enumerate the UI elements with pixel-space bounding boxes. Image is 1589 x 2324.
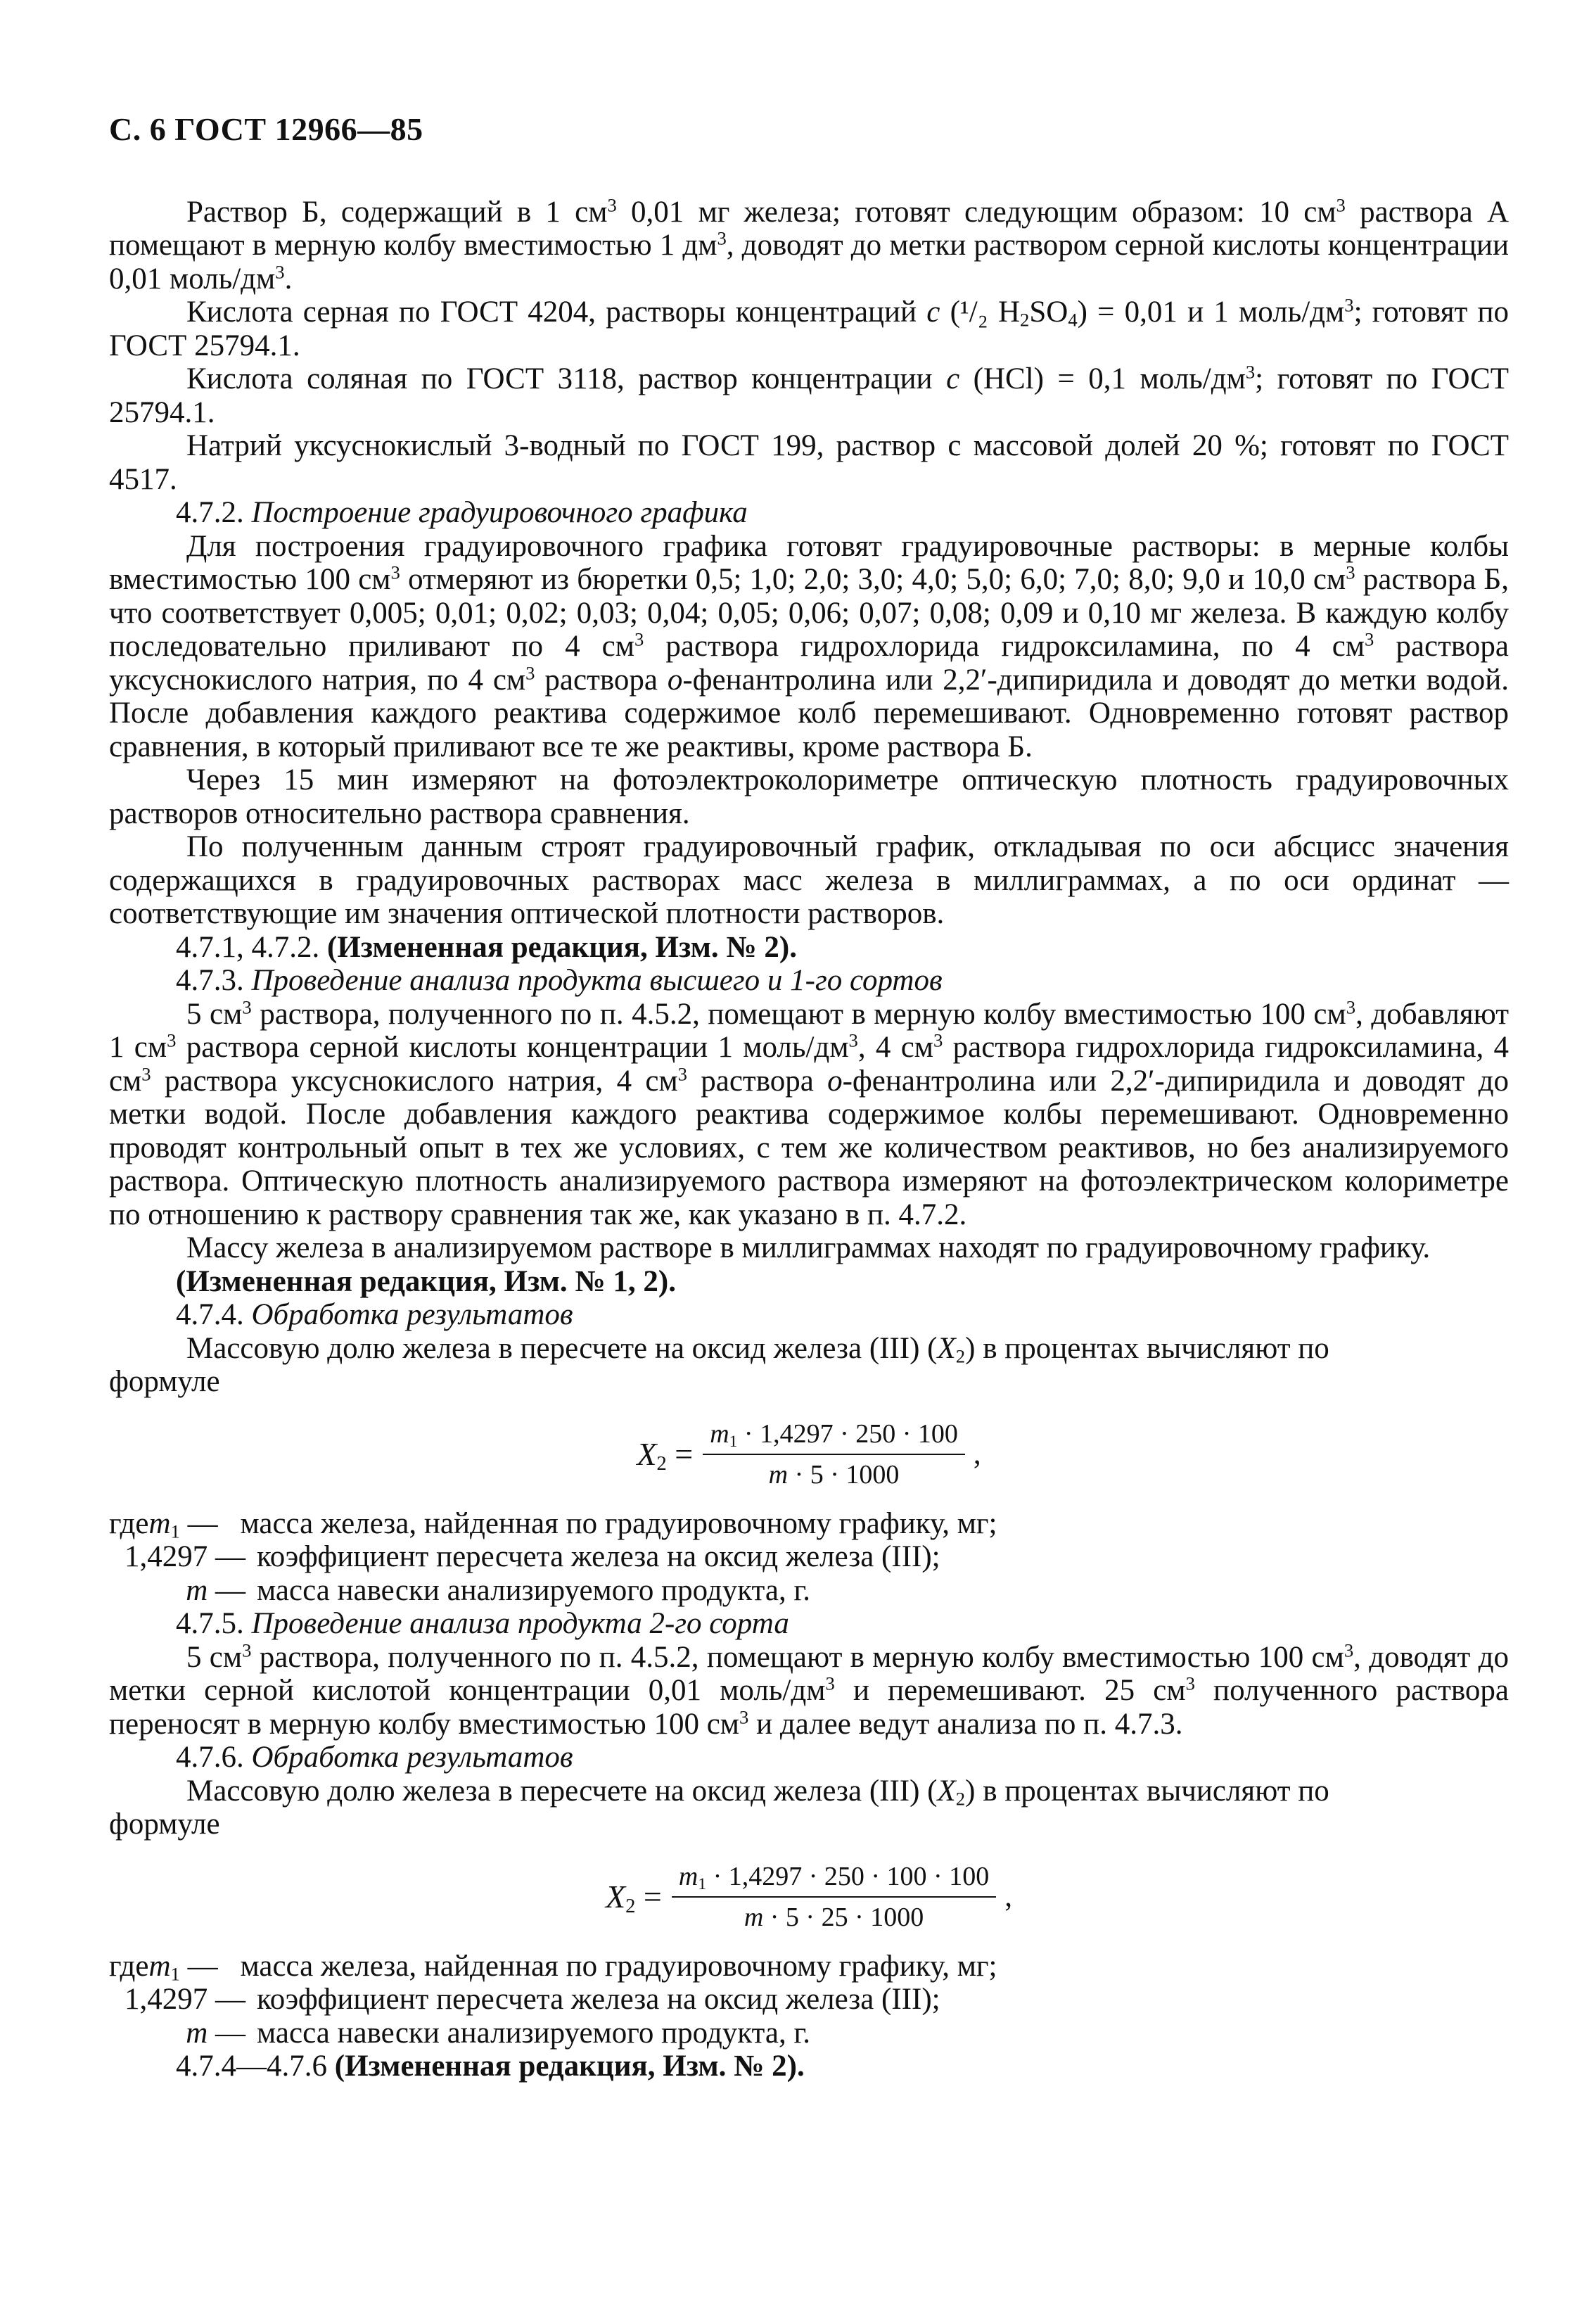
amendment-note-1: 4.7.1, 4.7.2. (Измененная редакция, Изм. № 2). xyxy=(176,930,797,964)
formula-1-lhs: $X_2$ = xyxy=(637,1435,694,1475)
document-page xyxy=(109,113,1509,2083)
definition-coefficient xyxy=(109,1983,1509,2017)
definition-m xyxy=(109,2017,1509,2050)
page-header: С. 6 ГОСТ 12966—85 xyxy=(109,111,423,147)
section-heading-4-7-2: 4.7.2. Построение градуировочного графика xyxy=(176,496,748,529)
formula-2-fraction xyxy=(672,1860,996,1934)
formula-1-denominator: m · 5 · 1000 xyxy=(768,1459,900,1490)
paragraph-calibration-prep: Для построения градуировочного графика готовят градуировочные растворы: в мерные колбы вместимостью 100 $см^3$ отмеряют из бюретки 0,5; 1,0; 2,0; 3,0; 4,0; 5,0; 6,0; 7,0; 8,0; 9,0 и 10,0 $см^3$ раствора Б, что соответствует 0,005; 0,01; 0,02; 0,03; 0,04; 0,05; 0,06; 0,07; 0,08; 0,09 и 0,10 мг железа. В каждую колбу последовательно приливают по 4 $см^3$ раствора гидрохлорида гидроксиламина, по 4 $см^3$ раствора уксуснокислого натрия, по 4 $см^3$ раствора о-фенантролина или 2,2′-дипиридила и доводят до метки водой. После добавления каждого реактива содержимое колб перемешивают. Одновременно готовят раствор сравнения, в который приливают все те же реактивы, кроме раствора Б. xyxy=(109,529,1509,763)
paragraph-mass-fraction-2: Массовую долю железа в пересчете на оксид железа (III) $(X_2)$ в процентах вычисляют по xyxy=(186,1774,1329,1810)
definition-symbol: m — xyxy=(186,2016,245,2050)
formula-1 xyxy=(109,1417,1509,1492)
definition-symbol: $m_1$ — xyxy=(148,1506,218,1542)
definition-m1 xyxy=(109,1950,1509,1983)
formula-1-comma: , xyxy=(973,1437,981,1471)
formula-2-lhs: $X_2$ = xyxy=(606,1878,662,1917)
definitions-1 xyxy=(109,1507,1509,1608)
definition-text: масса навески анализируемого продукта, г. xyxy=(257,2016,810,2050)
paragraph-analysis-second-grade: 5 $см^3$ раствора, полученного по п. 4.5.2, помещают в мерную колбу вместимостью 100 $см^3$, доводят до метки серной кислотой концентрации 0,01 моль/$дм^3$ и перемешивают. 25 $см^3$ полученного раствора переносят в мерную колбу вместимостью 100 $см^3$ и далее ведут анализа по п. 4.7.3. xyxy=(109,1639,1510,1741)
paragraph-sulfuric-acid: Кислота серная по ГОСТ 4204, растворы концентраций c (¹/₂ $H_2SO_4) = 0,01$ и 1 моль/$дм^3$; готовят по ГОСТ 25794.1. xyxy=(109,294,1509,362)
paragraph-analysis-high-grade: 5 $см^3$ раствора, полученного по п. 4.5.2, помещают в мерную колбу вместимостью 100 $см^3$, добавляют 1 $см^3$ раствора серной кислоты концентрации 1 моль/$дм^3$, 4 $см^3$ раствора гидрохлорида гидроксиламина, 4 $см^3$ раствора уксуснокислого натрия, 4 $см^3$ раствора о-фенантролина или 2,2′-дипиридила и доводят до метки водой. После добавления каждого реактива содержимое колбы перемешивают. Одновременно проводят контрольный опыт в тех же условиях, с тем же количеством реактивов, но без анализируемого раствора. Оптическую плотность анализируемого раствора измеряют на фотоэлектрическом колориметре по отношению к раствору сравнения так же, как указано в п. 4.7.2. xyxy=(109,996,1510,1231)
section-heading-4-7-5: 4.7.5. Проведение анализа продукта 2-го сорта xyxy=(176,1607,789,1640)
definition-symbol: 1,4297 — xyxy=(125,1540,245,1573)
definition-text: масса железа, найденная по градуировочному графику, мг; xyxy=(240,1949,997,1983)
paragraph-mass-fraction-1: Массовую долю железа в пересчете на оксид железа (III) $(X_2)$ в процентах вычисляют по xyxy=(186,1331,1329,1367)
amendment-note-2: (Измененная редакция, Изм. № 1, 2). xyxy=(176,1264,676,1298)
definition-coefficient xyxy=(109,1540,1509,1574)
section-heading-4-7-4: 4.7.4. Обработка результатов xyxy=(176,1298,573,1331)
definition-symbol: m — xyxy=(186,1573,245,1607)
formula-word-2: формуле xyxy=(109,1808,220,1841)
definition-m1 xyxy=(109,1507,1509,1541)
definition-text: масса навески анализируемого продукта, г. xyxy=(257,1573,810,1607)
paragraph-calibration-measure: Через 15 мин измеряют на фотоэлектроколориметре оптическую плотность градуировочных растворов относительно раствора сравнения. xyxy=(109,763,1509,830)
paragraph-solution-b: Раствор Б, содержащий в 1 $см^3$ 0,01 мг железа; готовят следующим образом: 10 $см^3$ раствора А помещают в мерную колбу вместимостью 1 $дм^3$, доводят до метки раствором серной кислоты концентрации 0,01 моль/$дм^3$. xyxy=(109,193,1510,296)
amendment-note-3: 4.7.4—4.7.6 (Измененная редакция, Изм. № 2). xyxy=(176,2050,805,2083)
definition-text: коэффициент пересчета железа на оксид железа (III); xyxy=(257,1983,940,2016)
paragraph-hydrochloric-acid: Кислота соляная по ГОСТ 3118, раствор концентрации c (HCl) = 0,1 моль/$дм^3$; готовят по ГОСТ 25794.1. xyxy=(109,361,1509,429)
section-heading-4-7-6: 4.7.6. Обработка результатов xyxy=(176,1741,573,1774)
paragraph-calibration-graph: По полученным данным строят градуировочный график, откладывая по оси абсцисс значения содержащихся в градуировочных растворах масс железа в миллиграммах, а по оси ординат — соответствующие им значения оптической плотности растворов. xyxy=(109,830,1509,930)
formula-1-fraction xyxy=(703,1417,965,1492)
definition-text: коэффициент пересчета железа на оксид железа (III); xyxy=(257,1540,940,1573)
definition-symbol: $m_1$ — xyxy=(148,1949,218,1985)
definition-m xyxy=(109,1574,1509,1608)
paragraph-iron-mass: Массу железа в анализируемом растворе в миллиграммах находят по градуировочному графику. xyxy=(186,1231,1431,1264)
section-heading-4-7-3: 4.7.3. Проведение анализа продукта высшего и 1-го сортов xyxy=(176,964,943,997)
formula-2-denominator: m · 5 · 25 · 1000 xyxy=(744,1902,924,1932)
definition-where-label: где xyxy=(109,1949,149,1983)
formula-2-comma: , xyxy=(1004,1879,1012,1913)
formula-2 xyxy=(109,1860,1509,1934)
formula-1-numerator: $m_1 \cdot 1,4297 \cdot 250 \cdot 100$ xyxy=(703,1417,965,1455)
paragraph-sodium-acetate: Натрий уксуснокислый 3-водный по ГОСТ 199, раствор с массовой долей 20 %; готовят по ГОСТ 4517. xyxy=(109,429,1509,496)
formula-word-1: формуле xyxy=(109,1365,220,1398)
definitions-2 xyxy=(109,1950,1509,2050)
definition-text: масса железа, найденная по градуировочному графику, мг; xyxy=(240,1506,997,1540)
definition-symbol: 1,4297 — xyxy=(125,1983,245,2016)
formula-2-numerator: $m_1 \cdot 1,4297 \cdot 250 \cdot 100 \cdot 100$ xyxy=(672,1860,996,1898)
definition-where-label: где xyxy=(109,1506,149,1540)
